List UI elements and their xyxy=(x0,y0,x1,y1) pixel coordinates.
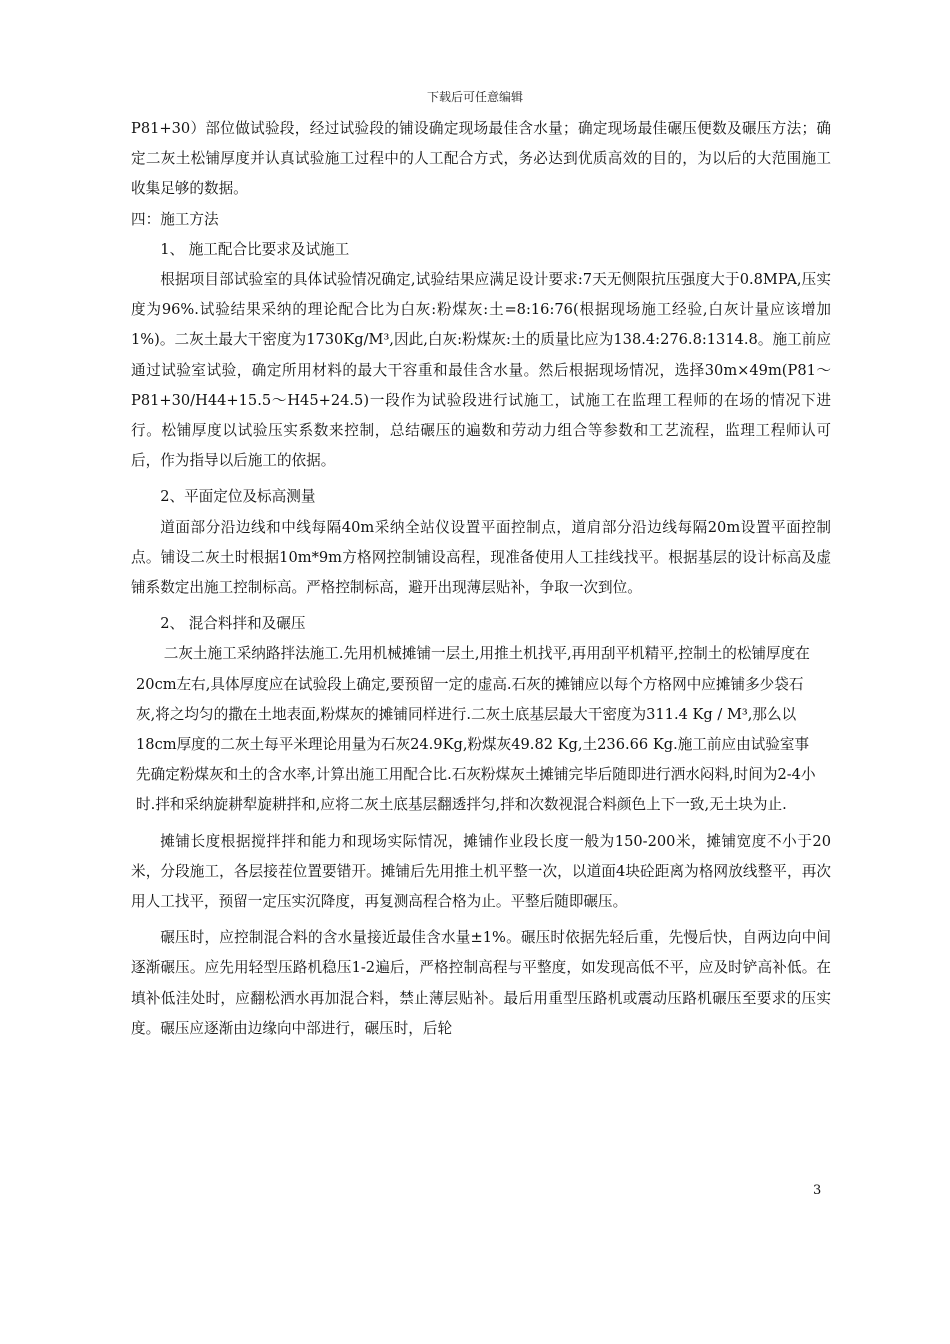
paragraph-paving-length: 摊铺长度根据搅拌拌和能力和现场实际情况，摊铺作业段长度一般为150-200米，摊铺宽度不小于20米，分段施工，各层接茬位置要错开。摊铺后先用推土机平整一次，以道面4块砼距离为格网放线整平，再次用人工找平，预留一定压实沉降度，再复测高程合格为止。平整后随即碾压。 xyxy=(131,832,831,911)
paragraph-mix-ratio: 根据项目部试验室的具体试验情况确定,试验结果应满足设计要求:7天无侧限抗压强度大于0.8MPA,压实度为96%.试验结果采纳的理论配合比为白灰:粉煤灰:土=8:16:76(根据现场施工经验,白灰计量应该增加1%)。二灰土最大干密度为1730Kg/M³,因此,白灰:粉煤灰:土的质量比应为138.4:276.8:1314.8。施工前应通过试验室试验，确定所用材料的最大干容重和最佳含水量。然后根据现场情况，选择30m×49m(P81～P81+30/H44+15.5～H45+24.5)一段作为试验段进行试施工，试施工在监理工程师的在场的情况下进行。松铺厚度以试验压实系数来控制，总结碾压的遍数和劳动力组合等参数和工艺流程，监理工程师认可后，作为指导以后施工的依据。 xyxy=(131,271,831,470)
page-header: 下载后可任意编辑 xyxy=(426,90,523,104)
page-number: 3 xyxy=(813,1183,822,1198)
paragraph-rolling: 碾压时，应控制混合料的含水量接近最佳含水量±1%。碾压时依据先轻后重，先慢后快，自两边向中间逐渐碾压。应先用轻型压路机稳压1-2遍后，严格控制高程与平整度，如发现高低不平，应及时铲高补低。在填补低洼处时，应翻松洒水再加混合料，禁止薄层贴补。最后用重型压路机或震动压路机碾压至要求的压实度。碾压应逐渐由边缘向中部进行，碾压时，后轮 xyxy=(131,929,831,1037)
paragraph-positioning-survey: 道面部分沿边线和中线每隔40m采纳全站仪设置平面控制点，道肩部分沿边线每隔20m设置平面控制点。铺设二灰土时根据10m*9m方格网控制铺设高程，现准备使用人工挂线找平。根据基层的设计标高及虚铺系数定出施工控制标高。严格控制标高，避开出现薄层贴补，争取一次到位。 xyxy=(131,518,831,597)
subheading-positioning-survey: 2、平面定位及标高测量 xyxy=(160,488,316,506)
document-body xyxy=(131,114,831,1044)
subheading-mix-ratio: 1、 施工配合比要求及试施工 xyxy=(160,240,350,258)
section-heading-construction-method: 四：施工方法 xyxy=(131,210,219,228)
paragraph-road-mix-method: 二灰土施工采纳路拌法施工.先用机械摊铺一层土,用推土机找平,再用刮平机精平,控制土的松铺厚度在20cm左右,具体厚度应在试验段上确定,要预留一定的虚高.石灰的摊铺应以每个方格网中应摊铺多少袋石灰,将之均匀的撒在土地表面,粉煤灰的摊铺同样进行.二灰土底基层最大干密度为311.4 Kg / M³,那么以18cm厚度的二灰土每平米理论用量为石灰24.9Kg,粉煤灰49.82 Kg,土236.66 Kg.施工前应由试验室事先确定粉煤灰和土的含水率,计算出施工用配合比.石灰粉煤灰土摊铺完毕后随即进行洒水闷料,时间为2-4小时.拌和采纳旋耕犁旋耕拌和,应将二灰土底基层翻透拌匀,拌和次数视混合料颜色上下一致,无土块为止. xyxy=(136,645,816,814)
subheading-mixing-compaction: 2、 混合料拌和及碾压 xyxy=(160,615,306,633)
paragraph-test-section-continued: P81+30）部位做试验段，经过试验段的铺设确定现场最佳含水量；确定现场最佳碾压便数及碾压方法；确定二灰土松铺厚度并认真试验施工过程中的人工配合方式，务必达到优质高效的目的，为以后的大范围施工收集足够的数据。 xyxy=(131,120,831,198)
